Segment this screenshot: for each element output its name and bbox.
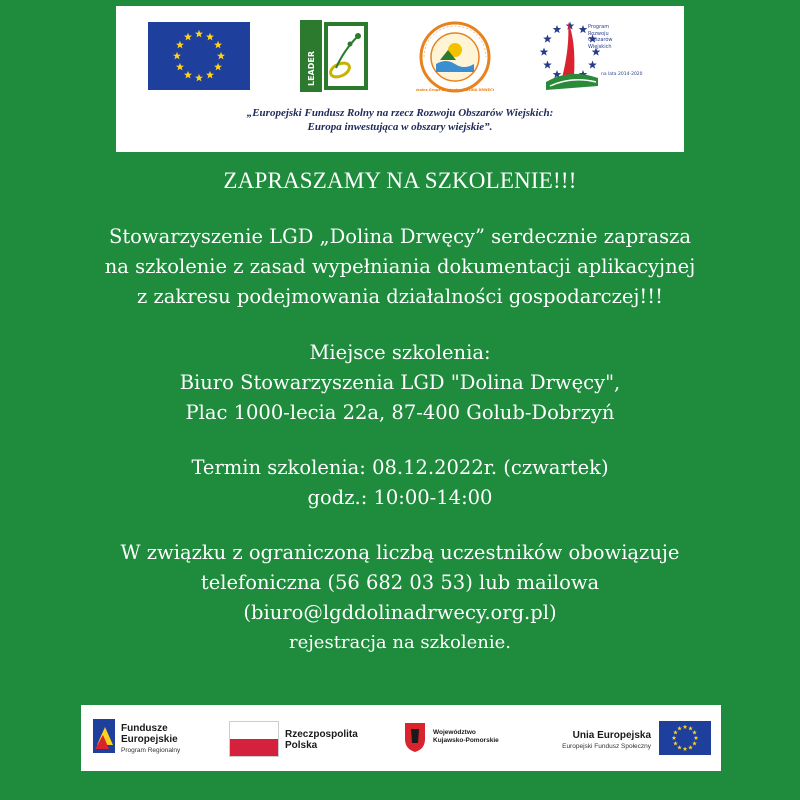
star-icon xyxy=(579,25,588,33)
place-line: Plac 1000-lecia 22a, 87-400 Golub-Dobrzyń xyxy=(185,401,615,424)
place-paragraph xyxy=(0,338,800,428)
prow-text: Program Rozwoju Obszarów Wiejskich xyxy=(588,24,613,50)
star-icon xyxy=(206,71,214,79)
term-paragraph xyxy=(0,453,800,513)
star-icon xyxy=(206,33,214,41)
fundusze-europejskie-logo xyxy=(121,723,180,756)
place-line: Miejsce szkolenia: xyxy=(309,341,491,364)
fe-line-2: Europejskie xyxy=(121,734,178,745)
intro-paragraph xyxy=(0,222,800,312)
prow-years: na lata 2014-2020 xyxy=(601,72,643,77)
fundusze-europejskie-icon xyxy=(91,715,117,761)
fe-sub: Program Regionalny xyxy=(121,747,181,754)
rzeczpospolita-polska-logo xyxy=(285,729,358,751)
woj-line-2: Kujawsko-Pomorskie xyxy=(433,737,499,744)
lgd-dolina-drwecy-logo-icon xyxy=(416,20,494,94)
unia-europejska-logo xyxy=(547,730,651,752)
kujawsko-pomorskie-crest-icon xyxy=(403,721,427,757)
caption-line-1: „Europejski Fundusz Rolny na rzecz Rozwoju Obszarów Wiejskich: xyxy=(246,107,554,119)
star-icon xyxy=(692,730,697,734)
star-icon xyxy=(677,726,682,730)
star-icon xyxy=(677,745,682,749)
banner-caption xyxy=(116,106,684,134)
ue-sub: Europejski Fundusz Społeczny xyxy=(562,743,651,750)
star-icon xyxy=(553,25,562,33)
registration-line: rejestracja na szkolenie. xyxy=(288,632,512,653)
registration-line: telefoniczna (56 682 03 53) lub mailowa xyxy=(200,571,600,594)
caption-line-2: Europa inwestująca w obszary wiejskie”. xyxy=(307,121,493,133)
star-icon xyxy=(176,63,184,71)
ue-line-1: Unia Europejska xyxy=(572,730,651,741)
leader-text: LEADER xyxy=(307,50,316,86)
star-icon xyxy=(214,63,222,71)
star-icon xyxy=(176,41,184,49)
star-icon xyxy=(688,726,693,730)
top-logo-banner xyxy=(116,6,684,152)
star-icon xyxy=(195,30,203,38)
star-icon xyxy=(184,71,192,79)
intro-line: na szkolenie z zasad wypełniania dokumentacji aplikacyjnej xyxy=(104,255,696,278)
star-icon xyxy=(683,725,688,729)
polish-flag-icon xyxy=(229,721,279,757)
fe-line-1: Fundusze xyxy=(121,723,168,734)
star-icon xyxy=(672,736,677,740)
page-title: ZAPRASZAMY NA SZKOLENIE!!! xyxy=(223,168,577,193)
star-icon xyxy=(673,730,678,734)
star-icon xyxy=(195,74,203,82)
rp-line-2: Polska xyxy=(285,740,318,751)
kujawsko-pomorskie-logo xyxy=(433,729,499,745)
star-icon xyxy=(543,35,552,43)
intro-line: z zakresu podejmowania działalności gospodarczej!!! xyxy=(137,285,663,308)
registration-line: W związku z ograniczoną liczbą uczestników obowiązuje xyxy=(120,541,680,564)
leader-logo-icon xyxy=(300,20,370,92)
eu-flag-icon xyxy=(148,22,250,90)
term-line: godz.: 10:00-14:00 xyxy=(307,486,493,509)
woj-line-1: Województwo xyxy=(433,729,476,736)
term-line: Termin szkolenia: 08.12.2022r. (czwartek) xyxy=(191,456,609,479)
star-icon xyxy=(694,736,699,740)
star-icon xyxy=(688,745,693,749)
star-icon xyxy=(214,41,222,49)
star-icon xyxy=(173,52,181,60)
eu-flag-small-icon xyxy=(659,721,711,755)
star-icon xyxy=(543,61,552,69)
star-icon xyxy=(673,741,678,745)
lgd-ring-text: Lokalna Grupa Działania „DOLINA DRWĘCY” xyxy=(416,88,494,92)
rp-line-1: Rzeczpospolita xyxy=(285,729,358,740)
star-icon xyxy=(692,741,697,745)
bottom-logo-banner xyxy=(81,705,721,771)
star-icon xyxy=(683,747,688,751)
place-line: Biuro Stowarzyszenia LGD "Dolina Drwęcy", xyxy=(179,371,621,394)
intro-line: Stowarzyszenie LGD „Dolina Drwęcy” serdecznie zaprasza xyxy=(108,225,692,248)
registration-line: (biuro@lgddolinadrwecy.org.pl) xyxy=(243,601,557,624)
star-icon xyxy=(540,48,548,56)
registration-paragraph xyxy=(0,538,800,658)
star-icon xyxy=(217,52,225,60)
star-icon xyxy=(184,33,192,41)
star-icon xyxy=(588,61,597,69)
